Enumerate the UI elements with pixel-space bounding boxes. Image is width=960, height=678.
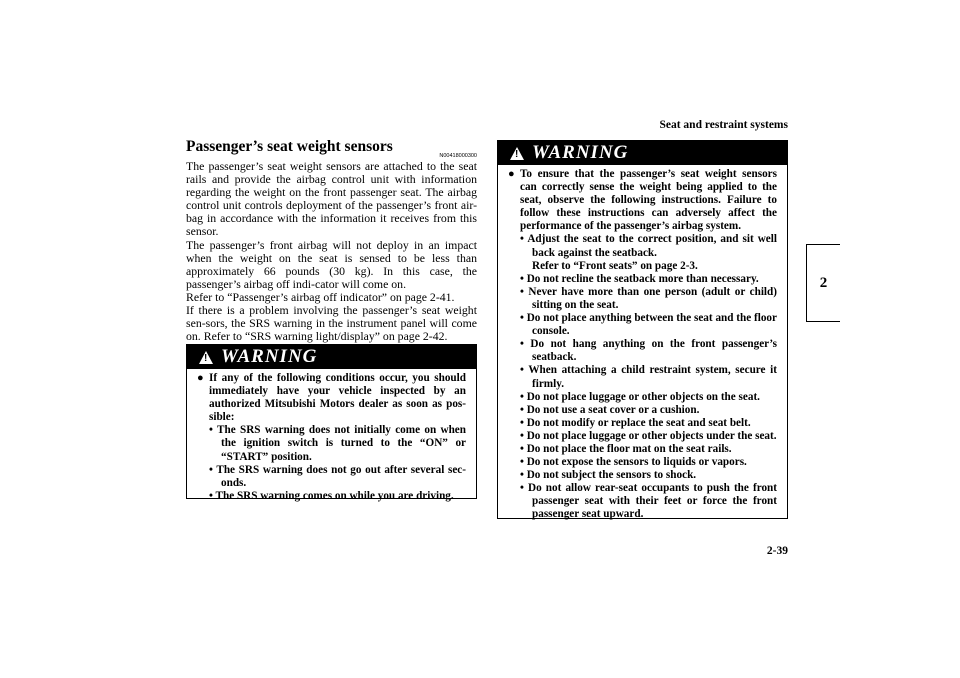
warning-label: WARNING [532, 142, 629, 163]
warning-item: • Do not expose the sensors to liquids or vapors. [520, 456, 747, 469]
warning-item: • The SRS warning does not go out after several sec-onds. [209, 463, 466, 489]
chapter-tab: 2 [806, 244, 840, 322]
warning-item: • Never have more than one person (adult or child) sitting on the seat. [520, 285, 777, 311]
warning-item: • Do not subject the sensors to shock. [520, 469, 697, 482]
warning-item: • Do not use a seat cover or a cushion. [520, 403, 700, 416]
warning-item: • Do not place luggage or other objects on the seat. [520, 390, 760, 403]
paragraph-4: If there is a problem involving the passenger’s seat weight sen-sors, the SRS warning in the instrument panel will come on. Refer to “SRS warning light/display” on page 2-42. [186, 303, 477, 344]
running-header: Seat and restraint systems [659, 119, 788, 131]
warning-item [520, 233, 777, 272]
warning-bullet [197, 372, 466, 503]
paragraph-1: The passenger’s seat weight sensors are attached to the seat rails and provide the airbag control unit with information regarding the weight on the front passenger seat. The airbag control unit controls deployment of the passenger’s front air-bag in accordance with the information it receives from this sensor. [186, 159, 477, 239]
warning-item: • When attaching a child restraint system, secure it firmly. [520, 364, 777, 390]
warning-bullet [508, 168, 777, 522]
warning-item: • Do not allow rear-seat occupants to push the front passenger seat with their feet or force the front passenger seat upward. [520, 482, 777, 521]
page-reference: Refer to “Front seats” on page 2-3. [532, 259, 698, 272]
warning-header [187, 345, 476, 369]
page-number: 2-39 [766, 545, 788, 557]
bullet-dot-icon: ● [197, 372, 204, 384]
warning-item: • Do not place luggage or other objects under the seat. [520, 429, 777, 442]
warning-item: • Do not modify or replace the seat and seat belt. [520, 416, 751, 429]
warning-item-text: • Adjust the seat to the correct position, and sit well back against the seatback. [520, 233, 777, 259]
warning-intro: If any of the following conditions occur, you should immediately have your vehicle inspected by an authorized Mitsubishi Motors dealer as soon as pos-sible: [209, 372, 466, 424]
warning-item: • Do not recline the seatback more than necessary. [520, 272, 759, 285]
warning-triangle-icon [199, 351, 213, 364]
warning-body [187, 369, 476, 503]
warning-box-left [186, 344, 477, 502]
warning-header [498, 141, 787, 165]
warning-item: • Do not place anything between the seat and the floor console. [520, 312, 777, 338]
warning-item: • Do not place the floor mat on the seat rails. [520, 442, 732, 455]
section-code: N00418000300 [439, 153, 477, 159]
paragraph-3: Refer to “Passenger’s airbag off indicator” on page 2-41. [186, 289, 455, 304]
warning-intro: To ensure that the passenger’s seat weight sensors can correctly sense the weight being applied to the seat, observe the following instructions. Failure to follow these instructions can adversely affect the performance of the passenger’s airbag system. [520, 168, 777, 233]
left-column [186, 138, 477, 343]
warning-item: • The SRS warning does not initially come on when the ignition switch is turned to the “ON” or “START” position. [209, 424, 466, 463]
paragraph-2: The passenger’s front airbag will not deploy in an impact when the weight on the seat is sensed to be less than approximately 66 pounds (30 kg). In this case, the passenger’s airbag off indi-cator will come on. [186, 237, 477, 291]
bullet-dot-icon: ● [508, 168, 515, 180]
warning-triangle-icon [510, 147, 524, 160]
warning-box-right [497, 140, 788, 519]
warning-label: WARNING [221, 346, 318, 367]
section-heading: Passenger’s seat weight sensors [186, 138, 393, 155]
warning-item: • The SRS warning comes on while you are driving. [209, 489, 454, 502]
warning-item: • Do not hang anything on the front passenger’s seatback. [520, 338, 777, 364]
warning-body [498, 165, 787, 522]
